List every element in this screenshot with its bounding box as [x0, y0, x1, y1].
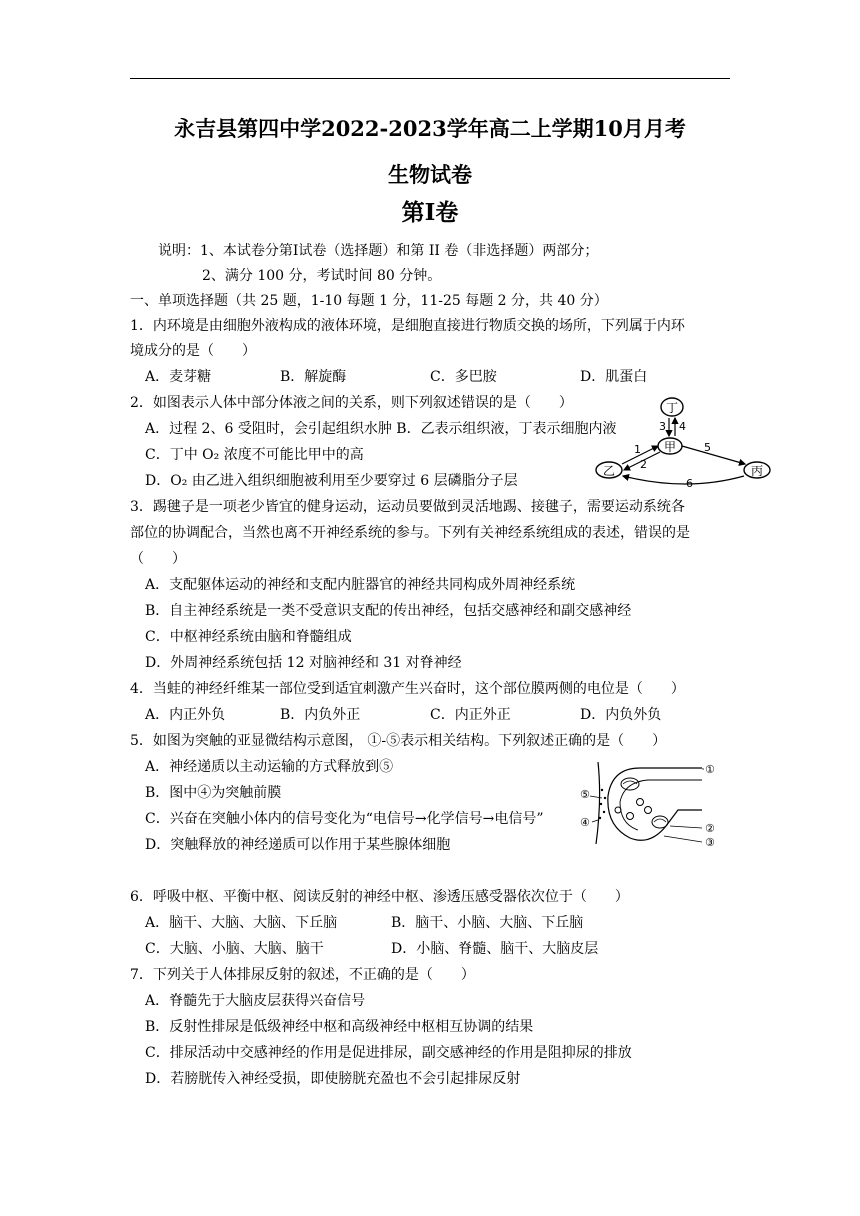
q3-stem-line-2: 部位的协调配合，当然也离不开神经系统的参与。下列有关神经系统组成的表述，错误的是	[130, 525, 690, 541]
q2-option-d: D．O₂ 由乙进入组织细胞被利用至少要穿过 6 层磷脂分子层	[145, 473, 518, 489]
subject-title: 生物试卷	[388, 162, 472, 187]
synapse-label-3: ③	[705, 836, 715, 849]
arrow-6-label: 6	[686, 477, 693, 488]
q2-option-ab: A．过程 2、6 受阻时，会引起组织水肿 B．乙表示组织液，丁表示细胞内液	[145, 421, 617, 437]
q3-stem-line-3: （ ）	[130, 551, 186, 567]
synapse-diagram	[578, 754, 720, 852]
body-fluid-diagram	[592, 396, 778, 488]
bing-label: 丙	[750, 464, 764, 478]
q5-option-b: B．图中④为突触前膜	[145, 785, 282, 801]
q3-stem-line-1: 3．踢毽子是一项老少皆宜的健身运动，运动员要做到灵活地踢、接毽子，需要运动系统各	[130, 499, 685, 515]
q5-option-d: D．突触释放的神经递质可以作用于某些腺体细胞	[145, 837, 451, 853]
q6-option-b: B．脑干、小脑、大脑、下丘脑	[391, 915, 584, 931]
arrow-3-label: 3	[659, 420, 666, 433]
q6-option-d: D．小脑、脊髓、脑干、大脑皮层	[391, 941, 599, 957]
q1-option-b: B．解旋酶	[280, 369, 347, 385]
q7-option-a: A．脊髓先于大脑皮层获得兴奋信号	[145, 993, 366, 1009]
q6-option-a: A．脑干、大脑、大脑、下丘脑	[145, 915, 338, 931]
ding-label: 丁	[665, 401, 679, 415]
arrow-6	[623, 476, 744, 484]
vesicle	[615, 807, 621, 813]
q6-stem: 6．呼吸中枢、平衡中枢、阅读反射的神经中枢、渗透压感受器依次位于（ ）	[130, 889, 629, 905]
vesicle	[627, 813, 634, 820]
q5-stem: 5．如图为突触的亚显微结构示意图， ①-⑤表示相关结构。下列叙述正确的是（ ）	[130, 733, 667, 749]
q4-option-b: B．内负外正	[280, 707, 361, 723]
q2-option-c: C．丁中 O₂ 浓度不可能比甲中的高	[145, 447, 364, 463]
top-rule	[130, 78, 730, 79]
q3-option-b: B．自主神经系统是一类不受意识支配的传出神经，包括交感神经和副交感神经	[145, 603, 632, 619]
axon-membrane	[620, 780, 702, 830]
exam-title: 永吉县第四中学2022-2023学年高二上学期10月月考	[174, 116, 686, 141]
note-line-2: 2、满分 100 分，考试时间 80 分钟。	[202, 268, 442, 284]
yi-label: 乙	[602, 464, 616, 478]
vesicle	[645, 807, 652, 814]
q7-option-d: D．若膀胱传入神经受损，即使膀胱充盈也不会引起排尿反射	[145, 1071, 521, 1087]
q4-option-a: A．内正外负	[145, 707, 226, 723]
q7-stem: 7．下列关于人体排尿反射的叙述，不正确的是（ ）	[130, 967, 475, 983]
q7-option-c: C．排尿活动中交感神经的作用是促进排尿，副交感神经的作用是阻抑尿的排放	[145, 1045, 632, 1061]
synapse-label-2: ②	[705, 822, 715, 835]
q7-option-b: B．反射性排尿是低级神经中枢和高级神经中枢相互协调的结果	[145, 1019, 534, 1035]
arrow-5	[682, 446, 745, 464]
q4-option-d: D．内负外负	[580, 707, 662, 723]
q3-option-d: D．外周神经系统包括 12 对脑神经和 31 对脊神经	[145, 655, 462, 671]
postsynaptic-membrane	[596, 762, 600, 844]
volume-title: 第Ⅰ卷	[401, 199, 459, 226]
note-line-1: 说明：1、本试卷分第Ⅰ试卷（选择题）和第 II 卷（非选择题）两部分；	[158, 243, 599, 259]
q3-option-c: C．中枢神经系统由脑和脊髓组成	[145, 629, 352, 645]
q2-stem: 2．如图表示人体中部分体液之间的关系，则下列叙述错误的是（ ）	[130, 395, 573, 411]
q4-stem: 4．当蛙的神经纤维某一部位受到适宜刺激产生兴奋时，这个部位膜两侧的电位是（ ）	[130, 681, 685, 697]
q1-option-a: A．麦芽糖	[145, 369, 212, 385]
vesicle	[637, 799, 644, 806]
mitochondrion-1	[621, 778, 639, 790]
q5-option-c: C．兴奋在突触小体内的信号变化为“电信号→化学信号→电信号”	[145, 811, 544, 827]
arrow-4-label: 4	[679, 420, 686, 433]
synapse-label-4: ④	[580, 816, 590, 829]
q6-option-c: C．大脑、小脑、大脑、脑干	[145, 941, 324, 957]
section-heading: 一、单项选择题（共 25 题，1-10 每题 1 分，11-25 每题 2 分，共 40 分）	[130, 293, 608, 309]
q5-option-a: A．神经递质以主动运输的方式释放到⑤	[145, 759, 394, 775]
q1-option-c: C．多巴胺	[430, 369, 497, 385]
q1-stem-line-2: 境成分的是（ ）	[130, 343, 256, 359]
arrow-5-label: 5	[704, 441, 711, 454]
q3-option-a: A．支配躯体运动的神经和支配内脏器官的神经共同构成外周神经系统	[145, 577, 576, 593]
arrow-1-label: 1	[634, 443, 641, 456]
arrow-2-label: 2	[640, 458, 647, 471]
synapse-label-5: ⑤	[580, 788, 590, 801]
synapse-label-1: ①	[705, 763, 715, 776]
presynaptic-membrane	[608, 768, 702, 840]
q4-option-c: C．内正外正	[430, 707, 511, 723]
q1-stem-line-1: 1．内环境是由细胞外液构成的液体环境，是细胞直接进行物质交换的场所，下列属于内环	[130, 318, 685, 334]
jia-label: 甲	[663, 440, 677, 454]
q1-option-d: D．肌蛋白	[580, 369, 648, 385]
